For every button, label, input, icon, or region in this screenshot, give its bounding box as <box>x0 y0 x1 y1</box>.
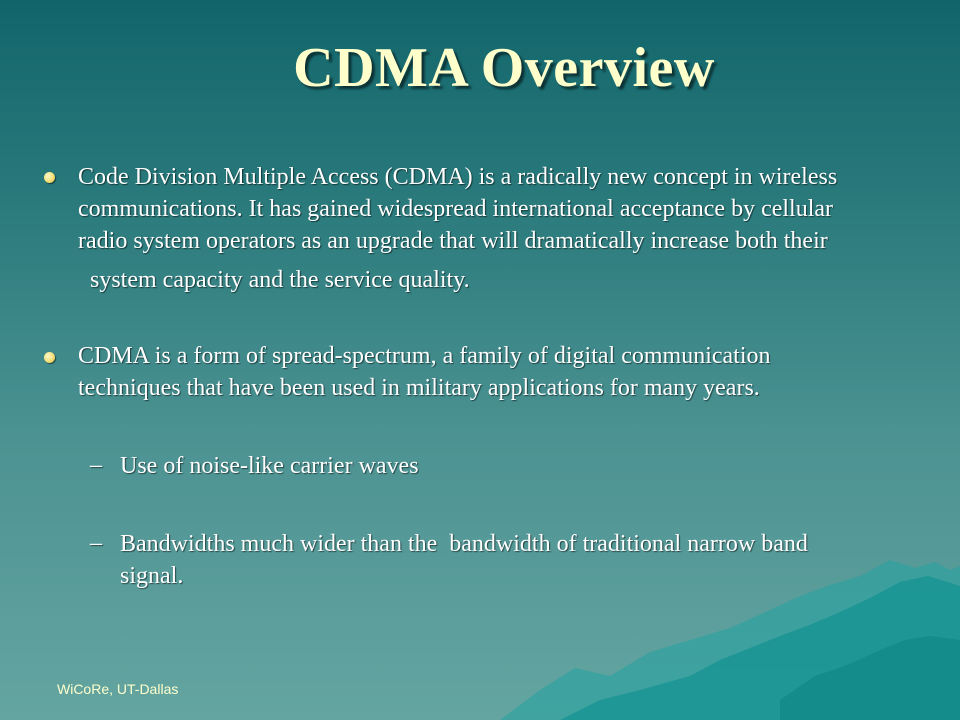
bullet-marker-icon <box>44 172 55 183</box>
slide-title: CDMA Overview <box>293 37 715 99</box>
dash-marker: – <box>90 452 102 478</box>
subbullet-2-line-1: Bandwidths much wider than the bandwidth of traditional narrow band <box>120 531 808 557</box>
dash-marker: – <box>90 530 102 556</box>
bullet-1-continuation: system capacity and the service quality. <box>90 267 470 293</box>
bullet-1-line-1: Code Division Multiple Access (CDMA) is a radically new concept in wireless <box>78 164 838 190</box>
bullet-marker-icon <box>44 352 55 363</box>
subbullet-2-line-2: signal. <box>120 563 184 589</box>
bullet-1-line-3: radio system operators as an upgrade that will dramatically increase both their <box>78 228 828 254</box>
bullet-2-line-2: techniques that have been used in military applications for many years. <box>78 375 760 401</box>
subbullet-1-line-1: Use of noise-like carrier waves <box>120 453 419 479</box>
bullet-2-line-1: CDMA is a form of spread-spectrum, a family of digital communication <box>78 343 771 369</box>
footer-label: WiCoRe, UT-Dallas <box>57 681 179 697</box>
bullet-1-line-2: communications. It has gained widespread international acceptance by cellular <box>78 196 834 222</box>
